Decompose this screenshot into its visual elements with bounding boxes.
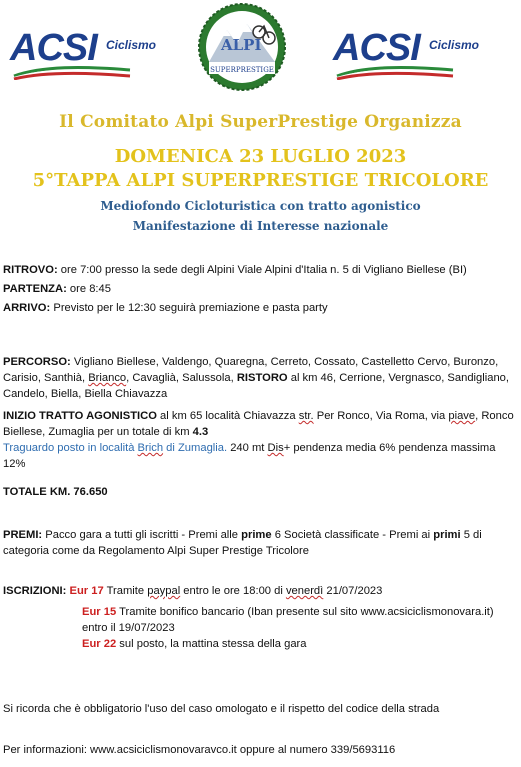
paypal-word: paypal: [147, 585, 181, 597]
venerdi-word: venerdì: [285, 585, 324, 597]
info-line: Per informazioni: www.acsiciclismonovaravco.it oppure al numero 339/5693116: [3, 744, 396, 756]
casco-notice: Si ricorda che è obbligatorio l'uso del caso omologato e il rispetto del codice della strada: [3, 703, 440, 715]
stage-title: 5°TAPPA ALPI SUPERPRESTIGE TRICOLORE: [32, 170, 489, 191]
percorso-brianco: Brianco: [88, 372, 127, 384]
ritrovo-line: [3, 262, 517, 278]
emblem-subtitle: SUPERPRESTIGE: [210, 66, 274, 74]
traguardo-text: Traguardo posto in località: [3, 442, 138, 454]
premi-prime: prime: [241, 529, 272, 541]
iscrizioni-line-2: [82, 604, 512, 636]
event-subtitle-2: Manifestazione di Interesse nazionale: [132, 219, 389, 233]
arrivo-text: Previsto per le 12:30 seguirà premiazione e pasta party: [50, 302, 328, 314]
iscrizioni-text-2: entro le ore 18:00 di: [180, 585, 286, 597]
price-sul-posto: Eur 22: [82, 638, 117, 650]
inizio-paragraph: [3, 408, 517, 472]
ritrovo-label: RITROVO:: [3, 264, 58, 276]
dislivello-dis: Dis: [267, 442, 284, 454]
traguardo-brich: Brich: [137, 442, 164, 454]
price-bonifico: Eur 15: [82, 606, 117, 618]
acsi-logo-right: [333, 24, 483, 80]
arrivo-line: [3, 300, 517, 316]
price-paypal: Eur 17: [69, 585, 104, 597]
iscrizioni-text-3: 21/07/2023: [323, 585, 383, 597]
percorso-text: Vigliano Biellese, Valdengo, Quaregna, Cerreto, Cossato, Castelletto Cervo, Buronzo, Carisio, Santhià,: [3, 356, 499, 384]
iscrizioni-line-1: [3, 583, 517, 599]
inizio-label: INIZIO TRATTO AGONISTICO: [3, 410, 157, 422]
percorso-text-2: , Cavaglià, Salussola,: [126, 372, 237, 384]
premi-primi: primi: [433, 529, 461, 541]
acsi-logo-left: [10, 24, 160, 80]
inizio-km: 4.3: [192, 426, 209, 438]
iscrizioni-line-3: [82, 636, 512, 652]
traguardo-text-2: di Zumaglia.: [163, 442, 228, 454]
dislivello-text: 240 mt: [227, 442, 268, 454]
inizio-text: al km 65 località Chiavazza: [156, 410, 299, 422]
acsi-logo-text: ACSI: [10, 27, 97, 69]
premi-text: Pacco gara a tutti gli iscritti - Premi alle: [42, 529, 242, 541]
emblem-title: ALPI: [221, 36, 262, 54]
partenza-line: [3, 281, 517, 297]
ritrovo-text: ore 7:00 presso la sede degli Alpini Viale Alpini d'Italia n. 5 di Vigliano Biellese (BI): [57, 264, 467, 276]
premi-label: PREMI:: [3, 529, 43, 541]
premi-text-2: 6 Società classificate - Premi ai: [271, 529, 434, 541]
event-subtitle: Mediofondo Cicloturistica con tratto agonistico: [100, 199, 421, 213]
inizio-piave: piave: [448, 410, 476, 422]
acsi-logo-sub: Ciclismo: [106, 38, 157, 52]
percorso-paragraph: [3, 354, 517, 402]
sul-posto-text: sul posto, la mattina stessa della gara: [116, 638, 307, 650]
inizio-text-2: Per Ronco, Via Roma, via: [313, 410, 449, 422]
iscrizioni-text: Tramite: [103, 585, 148, 597]
arrivo-label: ARRIVO:: [3, 302, 51, 314]
bonifico-text: Tramite bonifico bancario (Iban presente sul sito www.acsiciclismonovara.it) entro il 19/07/2023: [82, 606, 494, 634]
alpi-superprestige-emblem: [197, 2, 287, 92]
acsi-logo-text: ACSI: [333, 27, 420, 69]
totale-km: TOTALE KM. 76.650: [3, 486, 108, 498]
ristoro-label: RISTORO: [236, 372, 288, 384]
percorso-label: PERCORSO:: [3, 356, 71, 368]
inizio-str: str.: [298, 410, 314, 422]
dislivello-text-2: + pendenza media 6% pendenza massima 12%: [3, 442, 496, 470]
inizio-text-3: , Ronco Biellese, Zumaglia per un totale di km: [3, 410, 514, 438]
iscrizioni-label: ISCRIZIONI:: [3, 585, 67, 597]
premi-text-3: 5 di categoria come da Regolamento Alpi Super Prestige Tricolore: [3, 529, 482, 557]
event-date: DOMENICA 23 LUGLIO 2023: [114, 146, 407, 167]
organizer-heading: Il Comitato Alpi SuperPrestige Organizza: [59, 112, 462, 132]
premi-paragraph: [3, 527, 517, 559]
percorso-text-3: al km 46, Cerrione, Vergnasco, Sandigliano, Candelo, Biella, Biella Chiavazza: [3, 372, 509, 400]
partenza-text: ore 8:45: [66, 283, 111, 295]
acsi-logo-sub: Ciclismo: [429, 38, 480, 52]
partenza-label: PARTENZA:: [3, 283, 67, 295]
